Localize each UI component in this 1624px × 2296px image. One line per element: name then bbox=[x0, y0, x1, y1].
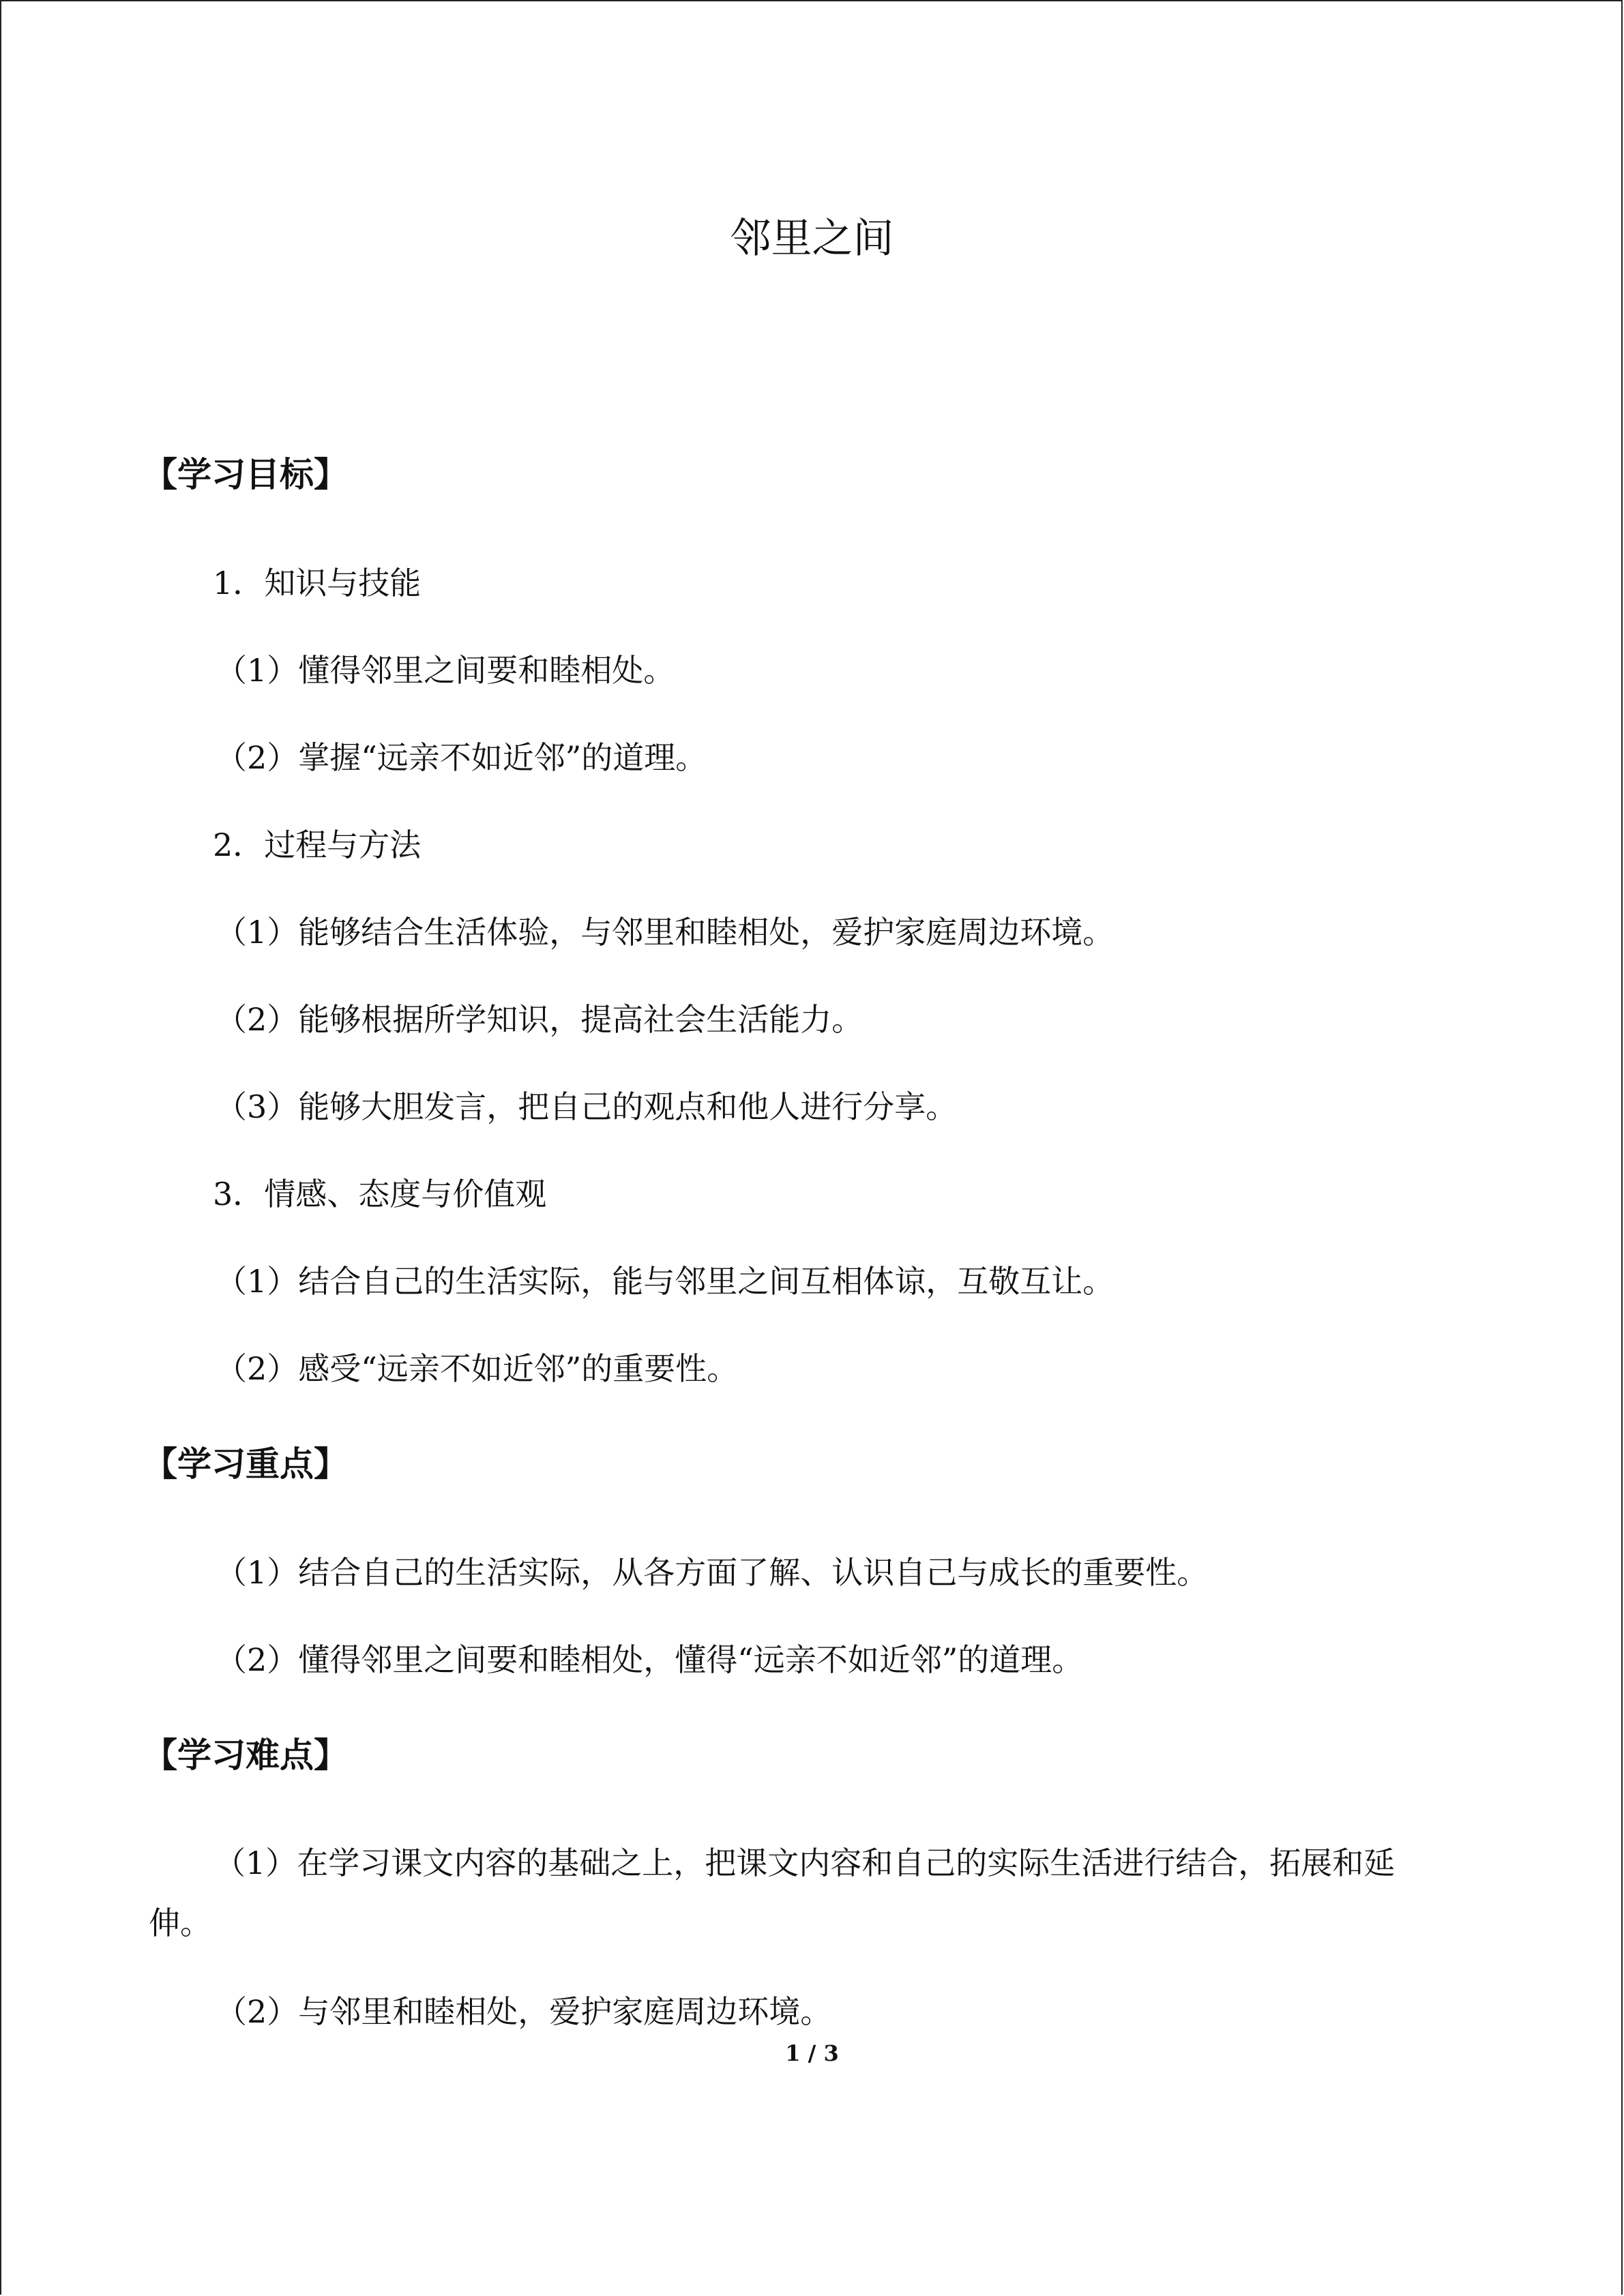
objective-process-item-3: （3）能够大胆发言，把自己的观点和他人进行分享。 bbox=[216, 1088, 958, 1125]
objective-values-item-1: （1）结合自己的生活实际，能与邻里之间互相体谅，互敬互让。 bbox=[216, 1263, 1114, 1300]
key-points-heading: 【学习重点】 bbox=[143, 1444, 348, 1484]
objective-process-item-1: （1）能够结合生活体验，与邻里和睦相处，爱护家庭周边环境。 bbox=[216, 914, 1114, 951]
objective-knowledge-item-2: （2）掌握“远亲不如近邻”的道理。 bbox=[216, 739, 707, 776]
objective-knowledge-title: 1．知识与技能 bbox=[213, 565, 422, 601]
objectives-heading: 【学习目标】 bbox=[143, 455, 348, 494]
key-point-item-1: （1）结合自己的生活实际，从各方面了解、认识自己与成长的重要性。 bbox=[216, 1554, 1209, 1591]
objective-process-item-2: （2）能够根据所学知识，提高社会生活能力。 bbox=[216, 1001, 863, 1038]
objective-values-title: 3．情感、态度与价值观 bbox=[213, 1176, 547, 1212]
objective-process-title: 2．过程与方法 bbox=[213, 826, 422, 863]
objective-values-item-2: （2）感受“远亲不如近邻”的重要性。 bbox=[216, 1350, 739, 1387]
difficulty-item-2: （2）与邻里和睦相处，爱护家庭周边环境。 bbox=[216, 1993, 832, 2030]
page-number: 1 / 3 bbox=[785, 2040, 839, 2066]
difficulty-item-1: （1）在学习课文内容的基础之上，把课文内容和自己的实际生活进行结合，拓展和延伸。 bbox=[149, 1845, 1396, 1941]
objective-knowledge-item-1: （1）懂得邻里之间要和睦相处。 bbox=[216, 652, 675, 689]
difficulties-heading: 【学习难点】 bbox=[143, 1735, 348, 1775]
page-title: 邻里之间 bbox=[730, 215, 894, 263]
key-point-item-2: （2）懂得邻里之间要和睦相处，懂得“远亲不如近邻”的道理。 bbox=[216, 1641, 1084, 1678]
